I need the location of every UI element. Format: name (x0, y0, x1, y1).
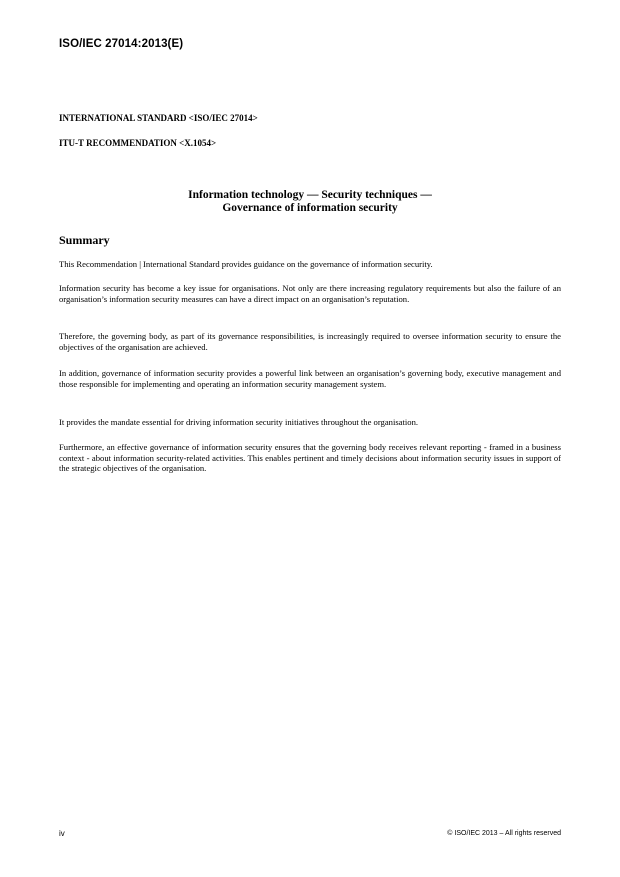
summary-paragraph: Information security has become a key issue for organisations. Not only are there increasing regulatory requirements but also the failure of an organisation’s information security measures can have a direct impact on an organisation’s reputation. (59, 283, 561, 304)
summary-paragraph: This Recommendation | International Standard provides guidance on the governance of information security. (59, 259, 433, 269)
summary-heading: Summary (59, 233, 110, 247)
international-standard-line: INTERNATIONAL STANDARD <ISO/IEC 27014> (59, 113, 258, 123)
title-line-2: Governance of information security (222, 202, 398, 214)
summary-paragraph: Furthermore, an effective governance of information security ensures that the governing body receives relevant reporting - framed in a business context - about information security-related activities. This enables pertinent and timely decisions about information security issues in support of the strategic objectives of the organisation. (59, 442, 561, 474)
itu-recommendation-line: ITU-T RECOMMENDATION <X.1054> (59, 138, 217, 148)
summary-paragraph: It provides the mandate essential for driving information security initiatives throughout the organisation. (59, 417, 419, 427)
document-id-header: ISO/IEC 27014:2013(E) (59, 38, 184, 50)
page-number: iv (59, 829, 65, 838)
document-title (59, 189, 561, 215)
summary-paragraph: In addition, governance of information security provides a powerful link between an organisation’s governing body, executive management and those responsible for implementing and operating an information security management system. (59, 368, 561, 389)
summary-paragraph: Therefore, the governing body, as part of its governance responsibilities, is increasingly required to oversee information security to ensure the objectives of the organisation are achieved. (59, 331, 561, 352)
copyright-notice: © ISO/IEC 2013 – All rights reserved (447, 830, 561, 837)
title-line-1: Information technology — Security techniques — (188, 189, 432, 201)
